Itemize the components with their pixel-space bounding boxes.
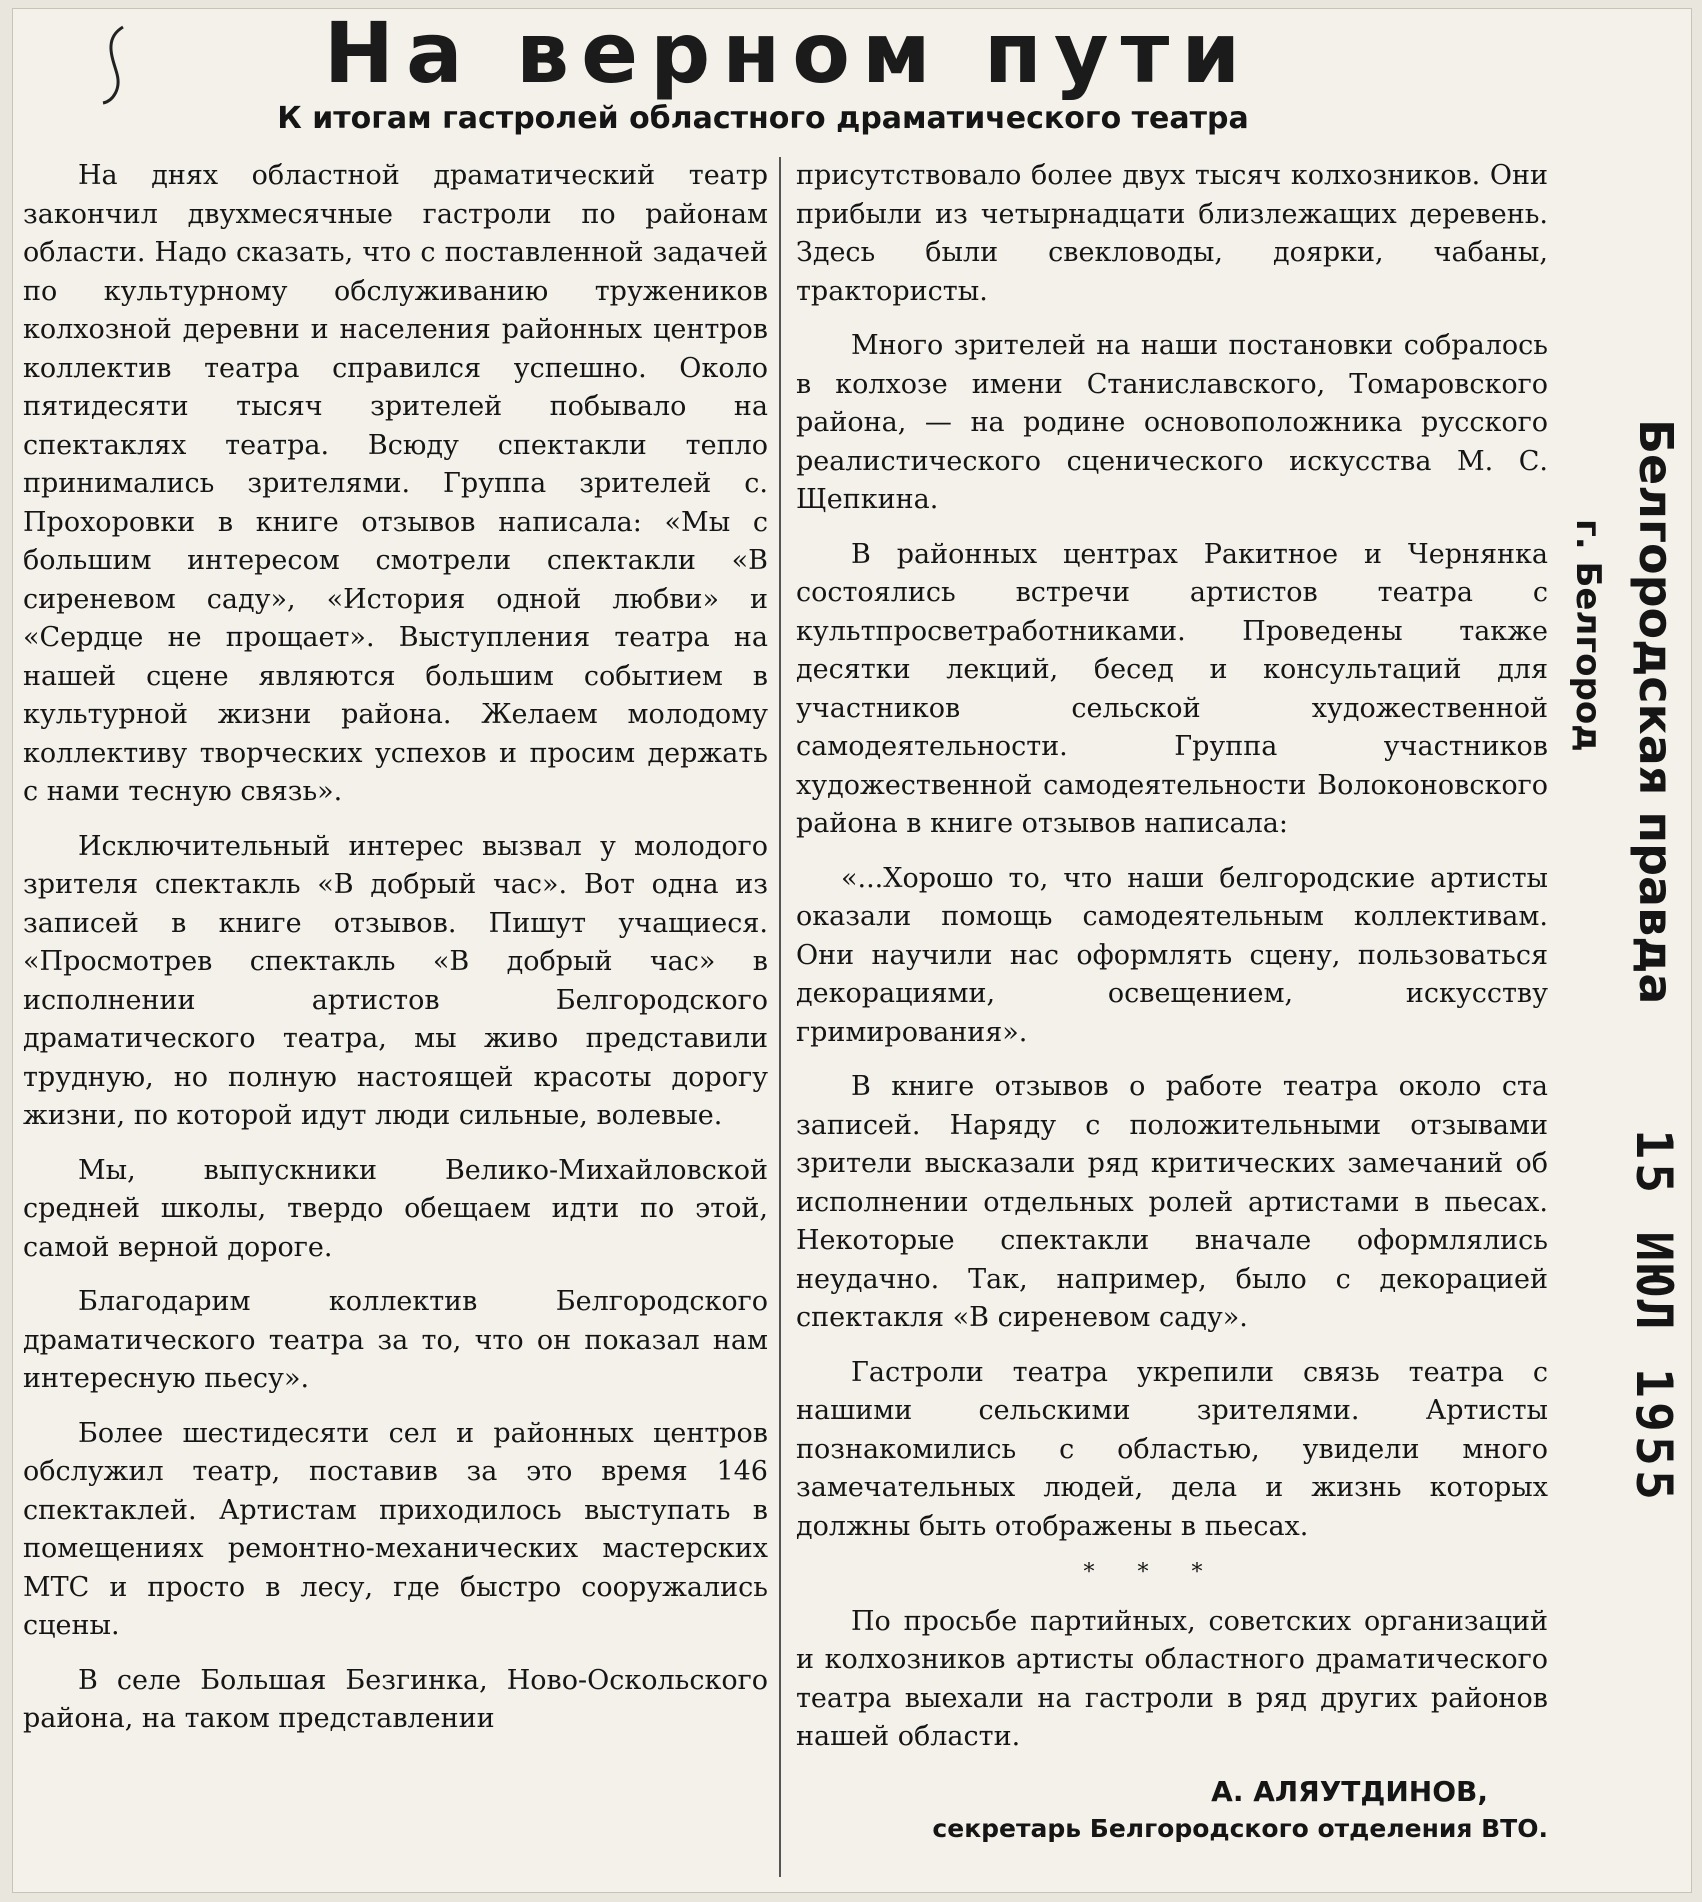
newspaper-name-stamp: Белгородская правда	[1629, 419, 1683, 1005]
section-separator: * * *	[1083, 1560, 1221, 1585]
newspaper-clipping	[12, 4, 1692, 1893]
paragraph: присутствовало более двух тысяч колхозников. Они прибыли из четырнадцати близлежащих деревень. Здесь были свекловоды, доярки, чабаны, трактористы.	[796, 160, 1548, 307]
subheadline: К итогам гастролей областного драматического театра	[277, 101, 1249, 136]
left-column	[23, 157, 768, 1755]
paragraph: Мы, выпускники Велико-Михайловской средней школы, твердо обещаем идти по этой, самой верной дороге.	[23, 1154, 768, 1263]
right-column	[796, 157, 1548, 1847]
paragraph: Много зрителей на наши постановки собралось в колхозе имени Станиславского, Томаровского района, — на родине основоположника русского реалистического сценического искусства М. С. Щепкина.	[796, 330, 1548, 515]
paragraph: На днях областной драматический театр закончил двухмесячные гастроли по районам области. Надо сказать, что с поставленной задачей по культурному обслуживанию тружеников колхозной деревни и населения районных центров коллектив театра справился успешно. Около пятидесяти тысяч зрителей побывало на спектаклях театра. Всюду спектакли тепло принимались зрителями. Группа зрителей с. Прохоровки в книге отзывов написала: «Мы с большим интересом смотрели спектакли «В сиреневом саду», «История одной любви» и «Сердце не прощает». Выступления театра на нашей сцене являются большим событием в культурной жизни района. Желаем молодому коллективу творческих успехов и просим держать с нами тесную связь».	[23, 160, 768, 807]
paragraph: Более шестидесяти сел и районных центров обслужил театр, поставив за это время 146 спектаклей. Артистам приходилось выступать в помещениях ремонтно-механических мастерских МТС и просто в лесу, где быстро сооружались сцены.	[23, 1417, 768, 1641]
headline: На верном пути	[323, 4, 1253, 102]
paragraph: Исключительный интерес вызвал у молодого зрителя спектакль «В добрый час». Вот одна из записей в книге отзывов. Пишут учащиеся. «Просмотрев спектакль «В добрый час» в исполнении артистов Белгородского драматического театра, мы живо представили трудную, но полную настоящей красоты дорогу жизни, по которой идут люди сильные, волевые.	[23, 830, 768, 1131]
closing-paragraph: По просьбе партийных, советских организаций и колхозников артисты областного драматического театра выехали на гастроли в ряд других районов нашей области.	[796, 1605, 1548, 1752]
paragraph: В книге отзывов о работе театра около ста записей. Наряду с положительными отзывами зрители высказали ряд критических замечаний об исполнении отдельных ролей артистами в пьесах. Некоторые спектакли вначале оформлялись неудачно. Так, например, было с декорацией спектакля «В сиреневом саду».	[796, 1071, 1548, 1333]
paragraph: Благодарим коллектив Белгородского драматического театра за то, что он показал нам интересную пьесу».	[23, 1286, 768, 1394]
column-divider	[779, 157, 781, 1877]
paragraph: Гастроли театра укрепили связь театра с нашими сельскими зрителями. Артисты познакомились с областью, увидели много замечательных людей, дела и жизнь которых должны быть отображены в пьесах.	[796, 1356, 1548, 1542]
author-signature: А. АЛЯУТДИНОВ,	[1211, 1774, 1488, 1808]
date-stamp: 15 ИЮЛ 1955	[1625, 1129, 1683, 1505]
quote-paragraph: «...Хорошо то, что наши белгородские артисты оказали помощь самодеятельным коллективам. Они научили нас оформлять сцену, пользоваться декорациями, освещением, искусству гримирования».	[796, 862, 1548, 1048]
author-position: секретарь Белгородского отделения ВТО.	[932, 1813, 1548, 1843]
paragraph: В селе Большая Безгинка, Ново-Оскольского района, на таком представлении	[23, 1664, 768, 1734]
paragraph: В районных центрах Ракитное и Чернянка состоялись встречи артистов театра с культпросветработниками. Проведены также десятки лекций, бесед и консультаций для участников сельской художественной самодеятельности. Группа участников художественной самодеятельности Волоконовского района в книге отзывов написала:	[796, 538, 1548, 839]
city-stamp: г. Белгород	[1568, 519, 1608, 752]
